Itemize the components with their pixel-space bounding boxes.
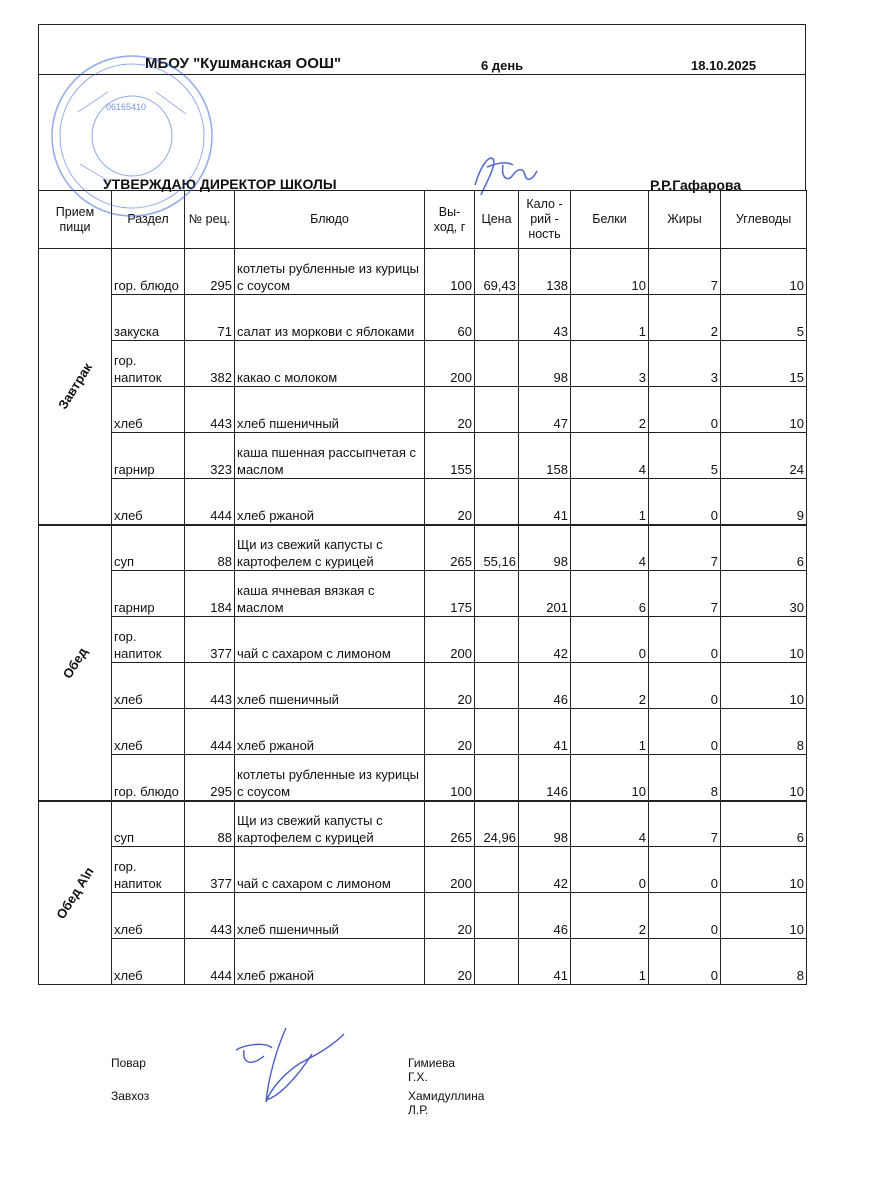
- meal-name: Обед А\п: [39, 801, 112, 985]
- cell-calories: 201: [519, 571, 571, 617]
- cell-dish: каша пшенная рассыпчетая с маслом: [235, 433, 425, 479]
- cell-fat: 0: [649, 663, 721, 709]
- meal-name: Обед: [39, 525, 112, 801]
- cell-dish: салат из моркови с яблоками: [235, 295, 425, 341]
- col-meal: Прием пищи: [39, 191, 112, 249]
- cell-section: хлеб: [112, 479, 185, 525]
- cell-protein: 4: [571, 801, 649, 847]
- cell-price: [475, 939, 519, 985]
- cook-label: Повар: [111, 1056, 146, 1070]
- cell-dish: хлеб ржаной: [235, 709, 425, 755]
- cell-carbs: 6: [721, 525, 807, 571]
- cell-fat: 0: [649, 709, 721, 755]
- cell-dish: хлеб пшеничный: [235, 893, 425, 939]
- meal-name: Завтрак: [39, 249, 112, 525]
- cell-protein: 10: [571, 249, 649, 295]
- cell-yield: 20: [425, 939, 475, 985]
- cell-dish: котлеты рубленные из курицы с соусом: [235, 249, 425, 295]
- table-row: [39, 617, 807, 663]
- cell-fat: 0: [649, 847, 721, 893]
- cell-yield: 20: [425, 479, 475, 525]
- cell-recipe: 323: [185, 433, 235, 479]
- cell-calories: 98: [519, 525, 571, 571]
- cell-protein: 10: [571, 755, 649, 801]
- cell-dish: каша ячневая вязкая с маслом: [235, 571, 425, 617]
- cell-recipe: 377: [185, 617, 235, 663]
- cell-recipe: 295: [185, 249, 235, 295]
- cell-yield: 200: [425, 617, 475, 663]
- cell-price: [475, 893, 519, 939]
- table-row: [39, 755, 807, 801]
- cell-dish: какао с молоком: [235, 341, 425, 387]
- cell-section: гор. напиток: [112, 341, 185, 387]
- cell-protein: 1: [571, 479, 649, 525]
- cell-dish: котлеты рубленные из курицы с соусом: [235, 755, 425, 801]
- cell-protein: 0: [571, 617, 649, 663]
- cell-calories: 98: [519, 341, 571, 387]
- cell-dish: хлеб ржаной: [235, 939, 425, 985]
- cell-fat: 3: [649, 341, 721, 387]
- cell-dish: Щи из свежий капусты с картофелем с курицей: [235, 525, 425, 571]
- cell-calories: 98: [519, 801, 571, 847]
- cell-protein: 2: [571, 387, 649, 433]
- table-row: [39, 387, 807, 433]
- cell-section: хлеб: [112, 387, 185, 433]
- table-row: [39, 571, 807, 617]
- cell-yield: 200: [425, 847, 475, 893]
- cell-yield: 20: [425, 893, 475, 939]
- cell-carbs: 9: [721, 479, 807, 525]
- col-recipe: № рец.: [185, 191, 235, 249]
- cell-fat: 5: [649, 433, 721, 479]
- cell-recipe: 377: [185, 847, 235, 893]
- table-row: [39, 341, 807, 387]
- cell-protein: 2: [571, 893, 649, 939]
- cell-section: гарнир: [112, 433, 185, 479]
- cell-price: [475, 433, 519, 479]
- cell-fat: 2: [649, 295, 721, 341]
- cell-price: 24,96: [475, 801, 519, 847]
- cell-fat: 0: [649, 387, 721, 433]
- cell-carbs: 8: [721, 709, 807, 755]
- cell-section: гарнир: [112, 571, 185, 617]
- cell-calories: 41: [519, 479, 571, 525]
- cell-yield: 20: [425, 387, 475, 433]
- menu-date: 18.10.2025: [691, 58, 757, 73]
- cell-price: [475, 663, 519, 709]
- cell-calories: 138: [519, 249, 571, 295]
- cell-calories: 41: [519, 939, 571, 985]
- cell-yield: 20: [425, 709, 475, 755]
- cell-recipe: 295: [185, 755, 235, 801]
- school-stamp: [48, 52, 216, 220]
- cell-section: гор. напиток: [112, 617, 185, 663]
- table-row: [39, 663, 807, 709]
- cell-fat: 7: [649, 525, 721, 571]
- cell-recipe: 184: [185, 571, 235, 617]
- table-row: [39, 525, 807, 571]
- cell-dish: хлеб пшеничный: [235, 387, 425, 433]
- director-name: Р.Р.Гафарова: [650, 177, 742, 193]
- cell-protein: 3: [571, 341, 649, 387]
- cell-carbs: 15: [721, 341, 807, 387]
- cell-yield: 100: [425, 249, 475, 295]
- cell-dish: хлеб ржаной: [235, 479, 425, 525]
- cell-carbs: 10: [721, 893, 807, 939]
- menu-table: [38, 190, 807, 985]
- cell-fat: 0: [649, 939, 721, 985]
- cell-recipe: 444: [185, 709, 235, 755]
- school-name: МБОУ "Кушманская ООШ": [145, 55, 342, 72]
- cook-signature: [226, 1020, 356, 1110]
- cell-recipe: 88: [185, 801, 235, 847]
- cook-name: Гимиева Г.Х.: [408, 1056, 456, 1084]
- cell-carbs: 10: [721, 249, 807, 295]
- col-price: Цена: [475, 191, 519, 249]
- cell-carbs: 10: [721, 387, 807, 433]
- cell-section: гор. блюдо: [112, 755, 185, 801]
- cell-section: хлеб: [112, 663, 185, 709]
- cell-section: суп: [112, 801, 185, 847]
- col-calories: Кало - рий - ность: [519, 191, 571, 249]
- cell-section: суп: [112, 525, 185, 571]
- table-row: [39, 939, 807, 985]
- table-row: [39, 479, 807, 525]
- cell-yield: 155: [425, 433, 475, 479]
- cell-protein: 1: [571, 295, 649, 341]
- cell-carbs: 5: [721, 295, 807, 341]
- cell-dish: чай с сахаром с лимоном: [235, 617, 425, 663]
- cell-fat: 7: [649, 249, 721, 295]
- table-row: [39, 893, 807, 939]
- table-row: [39, 433, 807, 479]
- cell-carbs: 24: [721, 433, 807, 479]
- cell-yield: 20: [425, 663, 475, 709]
- cell-price: [475, 709, 519, 755]
- cell-calories: 43: [519, 295, 571, 341]
- cell-section: гор. напиток: [112, 847, 185, 893]
- cell-recipe: 71: [185, 295, 235, 341]
- cell-calories: 158: [519, 433, 571, 479]
- cell-yield: 175: [425, 571, 475, 617]
- cell-section: хлеб: [112, 939, 185, 985]
- cell-carbs: 30: [721, 571, 807, 617]
- cell-fat: 7: [649, 571, 721, 617]
- col-protein: Белки: [571, 191, 649, 249]
- supply-label: Завхоз: [111, 1089, 150, 1103]
- cell-section: закуска: [112, 295, 185, 341]
- cell-protein: 4: [571, 525, 649, 571]
- cell-price: [475, 617, 519, 663]
- table-row: [39, 801, 807, 847]
- cell-carbs: 10: [721, 755, 807, 801]
- cell-protein: 2: [571, 663, 649, 709]
- cell-calories: 46: [519, 663, 571, 709]
- table-row: [39, 847, 807, 893]
- cell-carbs: 8: [721, 939, 807, 985]
- cell-calories: 146: [519, 755, 571, 801]
- cell-dish: чай с сахаром с лимоном: [235, 847, 425, 893]
- supply-name: Хамидуллина Л.Р.: [408, 1089, 485, 1117]
- col-dish: Блюдо: [235, 191, 425, 249]
- cell-price: [475, 571, 519, 617]
- cell-dish: Щи из свежий капусты с картофелем с курицей: [235, 801, 425, 847]
- cell-price: [475, 847, 519, 893]
- cell-yield: 100: [425, 755, 475, 801]
- approval-label: УТВЕРЖДАЮ ДИРЕКТОР ШКОЛЫ: [103, 176, 337, 192]
- cell-recipe: 382: [185, 341, 235, 387]
- cell-dish: хлеб пшеничный: [235, 663, 425, 709]
- table-row: [39, 249, 807, 295]
- cell-protein: 6: [571, 571, 649, 617]
- cell-calories: 42: [519, 617, 571, 663]
- cell-price: [475, 755, 519, 801]
- cell-price: [475, 341, 519, 387]
- cell-carbs: 10: [721, 617, 807, 663]
- svg-text:06165410: 06165410: [106, 102, 147, 112]
- cell-yield: 200: [425, 341, 475, 387]
- cell-fat: 8: [649, 755, 721, 801]
- cell-section: хлеб: [112, 709, 185, 755]
- cell-calories: 42: [519, 847, 571, 893]
- cell-recipe: 443: [185, 663, 235, 709]
- cell-carbs: 6: [721, 801, 807, 847]
- col-fat: Жиры: [649, 191, 721, 249]
- cell-calories: 47: [519, 387, 571, 433]
- table-row: [39, 295, 807, 341]
- cell-recipe: 443: [185, 387, 235, 433]
- cell-yield: 60: [425, 295, 475, 341]
- col-carbs: Углеводы: [721, 191, 807, 249]
- cell-calories: 46: [519, 893, 571, 939]
- cell-fat: 0: [649, 479, 721, 525]
- cell-price: [475, 387, 519, 433]
- cell-yield: 265: [425, 801, 475, 847]
- cell-protein: 1: [571, 709, 649, 755]
- cell-yield: 265: [425, 525, 475, 571]
- cell-recipe: 88: [185, 525, 235, 571]
- col-yield: Вы-ход, г: [425, 191, 475, 249]
- cell-section: хлеб: [112, 893, 185, 939]
- cell-fat: 0: [649, 893, 721, 939]
- cell-recipe: 443: [185, 893, 235, 939]
- menu-day: 6 день: [481, 58, 524, 73]
- cell-fat: 7: [649, 801, 721, 847]
- table-row: [39, 709, 807, 755]
- cell-carbs: 10: [721, 847, 807, 893]
- cell-price: [475, 479, 519, 525]
- cell-price: 69,43: [475, 249, 519, 295]
- cell-protein: 1: [571, 939, 649, 985]
- col-section: Раздел: [112, 191, 185, 249]
- cell-recipe: 444: [185, 479, 235, 525]
- cell-price: 55,16: [475, 525, 519, 571]
- cell-protein: 4: [571, 433, 649, 479]
- cell-section: гор. блюдо: [112, 249, 185, 295]
- cell-fat: 0: [649, 617, 721, 663]
- cell-protein: 0: [571, 847, 649, 893]
- cell-carbs: 10: [721, 663, 807, 709]
- cell-recipe: 444: [185, 939, 235, 985]
- cell-calories: 41: [519, 709, 571, 755]
- cell-price: [475, 295, 519, 341]
